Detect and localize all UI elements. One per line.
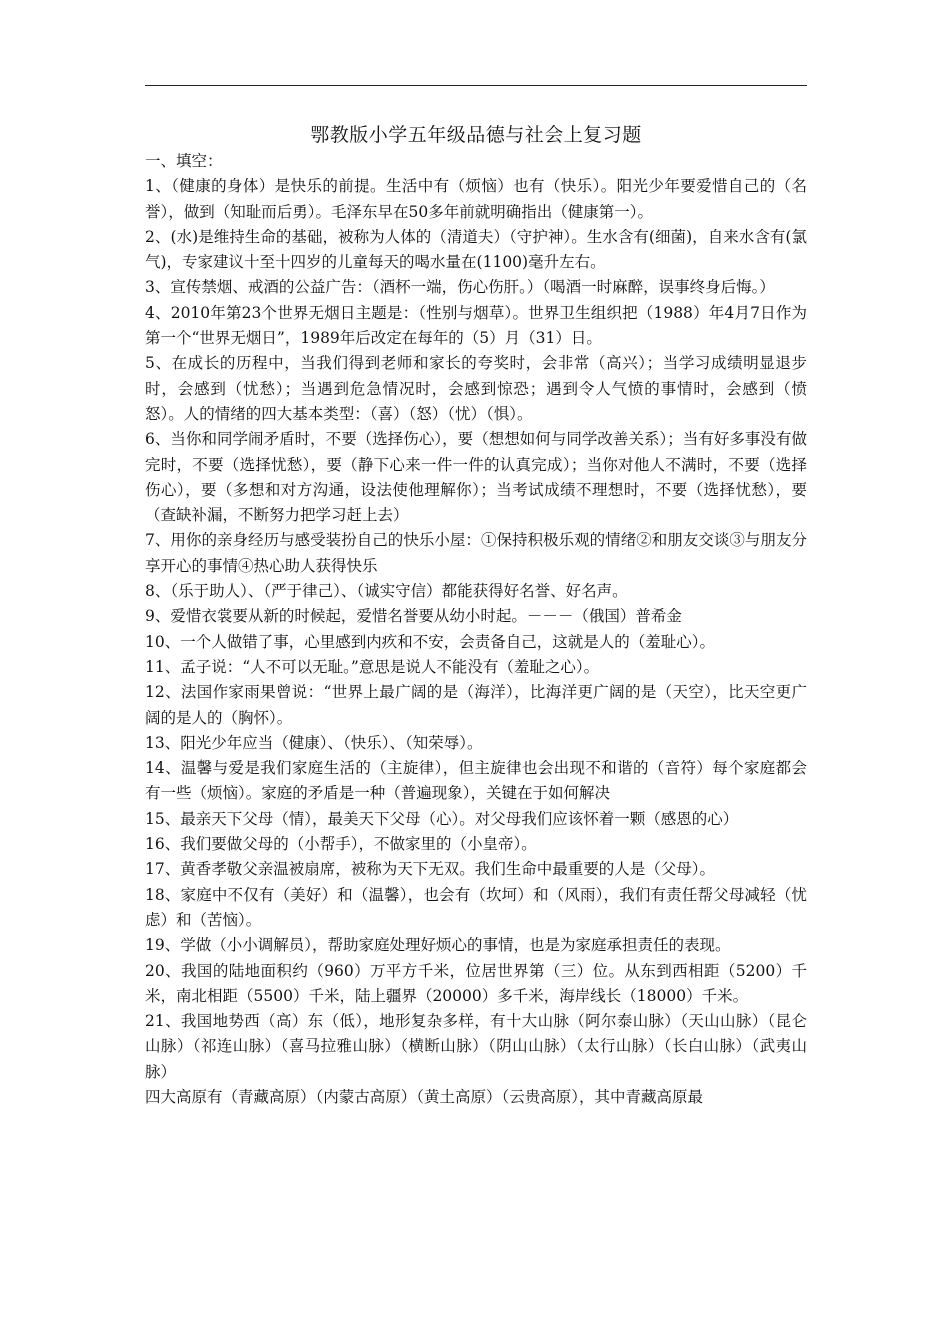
header-rule — [145, 85, 807, 86]
question-3: 3、宣传禁烟、戒酒的公益广告：（酒杯一端，伤心伤肝。）（喝酒一时麻醉，误事终身后悔。） — [145, 278, 775, 297]
question-11: 11、孟子说：“人不可以无耻。”意思是说人不能没有（羞耻之心）。 — [145, 657, 600, 676]
question-10: 10、一个人做错了事，心里感到内疚和不安，会责备自己，这就是人的（羞耻心）。 — [145, 632, 715, 651]
question-1: 1、（健康的身体）是快乐的前提。生活中有（烦恼）也有（快乐）。阳光少年要爱惜自己的（名誉），做到（知耻而后勇）。毛泽东早在50多年前就明确指出（健康第一）。 — [145, 177, 807, 221]
question-19: 19、学做（小小调解员），帮助家庭处理好烦心的事情，也是为家庭承担责任的表现。 — [145, 936, 731, 955]
question-14: 14、温馨与爱是我们家庭生活的（主旋律），但主旋律也会出现不和谐的（音符）每个家庭都会有一些（烦恼）。家庭的矛盾是一种（普遍现象），关键在于如何解决 — [145, 759, 807, 803]
question-16: 16、我们要做父母的（小帮手），不做家里的（小皇帝）。 — [145, 835, 537, 854]
section-heading: 一、填空： — [145, 152, 223, 170]
question-15: 15、最亲天下父母（情），最美天下父母（心）。对父母我们应该怀着一颗（感恩的心） — [145, 809, 739, 828]
question-21: 21、我国地势西（高）东（低），地形复杂多样，有十大山脉（阿尔泰山脉）（天山山脉）（昆仑山脉）（祁连山脉）（喜马拉雅山脉）（横断山脉）（阴山山脉）（太行山脉）（长白山脉）（武夷山脉） — [145, 1012, 807, 1081]
question-2: 2、(水)是维持生命的基础，被称为人体的（清道夫）（守护神）。生水含有(细菌)，自来水含有(氯气)，专家建议十至十四岁的儿童每天的喝水量在(1100)毫升左右。 — [145, 227, 807, 272]
question-6: 6、当你和同学闹矛盾时，不要（选择伤心），要（想想如何与同学改善关系）；当有好多事没有做完时，不要（选择忧愁），要（静下心来一件一件的认真完成）；当你对他人不满时，不要（选择伤心），要（多想和对方沟通，设法使他理解你）；当考试成绩不理想时，不要（选择忧愁），要（查缺补漏，不断努力把学习赶上去） — [145, 430, 807, 525]
question-21-continued: 四大高原有（青藏高原）（内蒙古高原）（黄土高原）（云贵高原），其中青藏高原最 — [145, 1087, 704, 1106]
question-13: 13、阳光少年应当（健康）、（快乐）、（知荣辱）。 — [145, 733, 483, 752]
question-18: 18、家庭中不仅有（美好）和（温馨），也会有（坎坷）和（风雨），我们有责任帮父母减轻（忧虑）和（苦恼）。 — [145, 885, 807, 929]
question-20: 20、我国的陆地面积约（960）万平方千米，位居世界第（三）位。从东到西相距（5200）千米，南北相距（5500）千米，陆上疆界（20000）多千米，海岸线长（18000）千米。 — [145, 961, 807, 1005]
document-body — [145, 149, 807, 1110]
document-title: 鄂教版小学五年级品德与社会上复习题 — [310, 124, 642, 146]
question-4: 4、2010年第23个世界无烟日主题是：（性别与烟草）。世界卫生组织把（1988）年4月7日作为第一个“世界无烟日”，1989年后改定在每年的（5）月（31）日。 — [145, 303, 807, 348]
question-9: 9、爱惜衣裳要从新的时候起，爱惜名誉要从幼小时起。－－－（俄国）普希金 — [145, 607, 682, 626]
question-17: 17、黄香孝敬父亲温被扇席，被称为天下无双。我们生命中最重要的人是（父母）。 — [145, 860, 715, 879]
question-12: 12、法国作家雨果曾说：“世界上最广阔的是（海洋），比海洋更广阔的是（天空），比天空更广阔的是人的（胸怀）。 — [145, 683, 807, 727]
question-5: 5、在成长的历程中，当我们得到老师和家长的夸奖时，会非常（高兴）；当学习成绩明显退步时，会感到（忧愁）；当遇到危急情况时，会感到惊恐；遇到令人气愤的事情时，会感到（愤怒）。人的情绪的四大基本类型：（喜）（怒）（忧）（惧）。 — [145, 354, 807, 423]
question-7: 7、用你的亲身经历与感受装扮自己的快乐小屋：①保持积极乐观的情绪②和朋友交谈③与朋友分享开心的事情④热心助人获得快乐 — [145, 531, 807, 575]
question-8: 8、（乐于助人）、（严于律己）、（诚实守信）都能获得好名誉、好名声。 — [145, 582, 628, 601]
